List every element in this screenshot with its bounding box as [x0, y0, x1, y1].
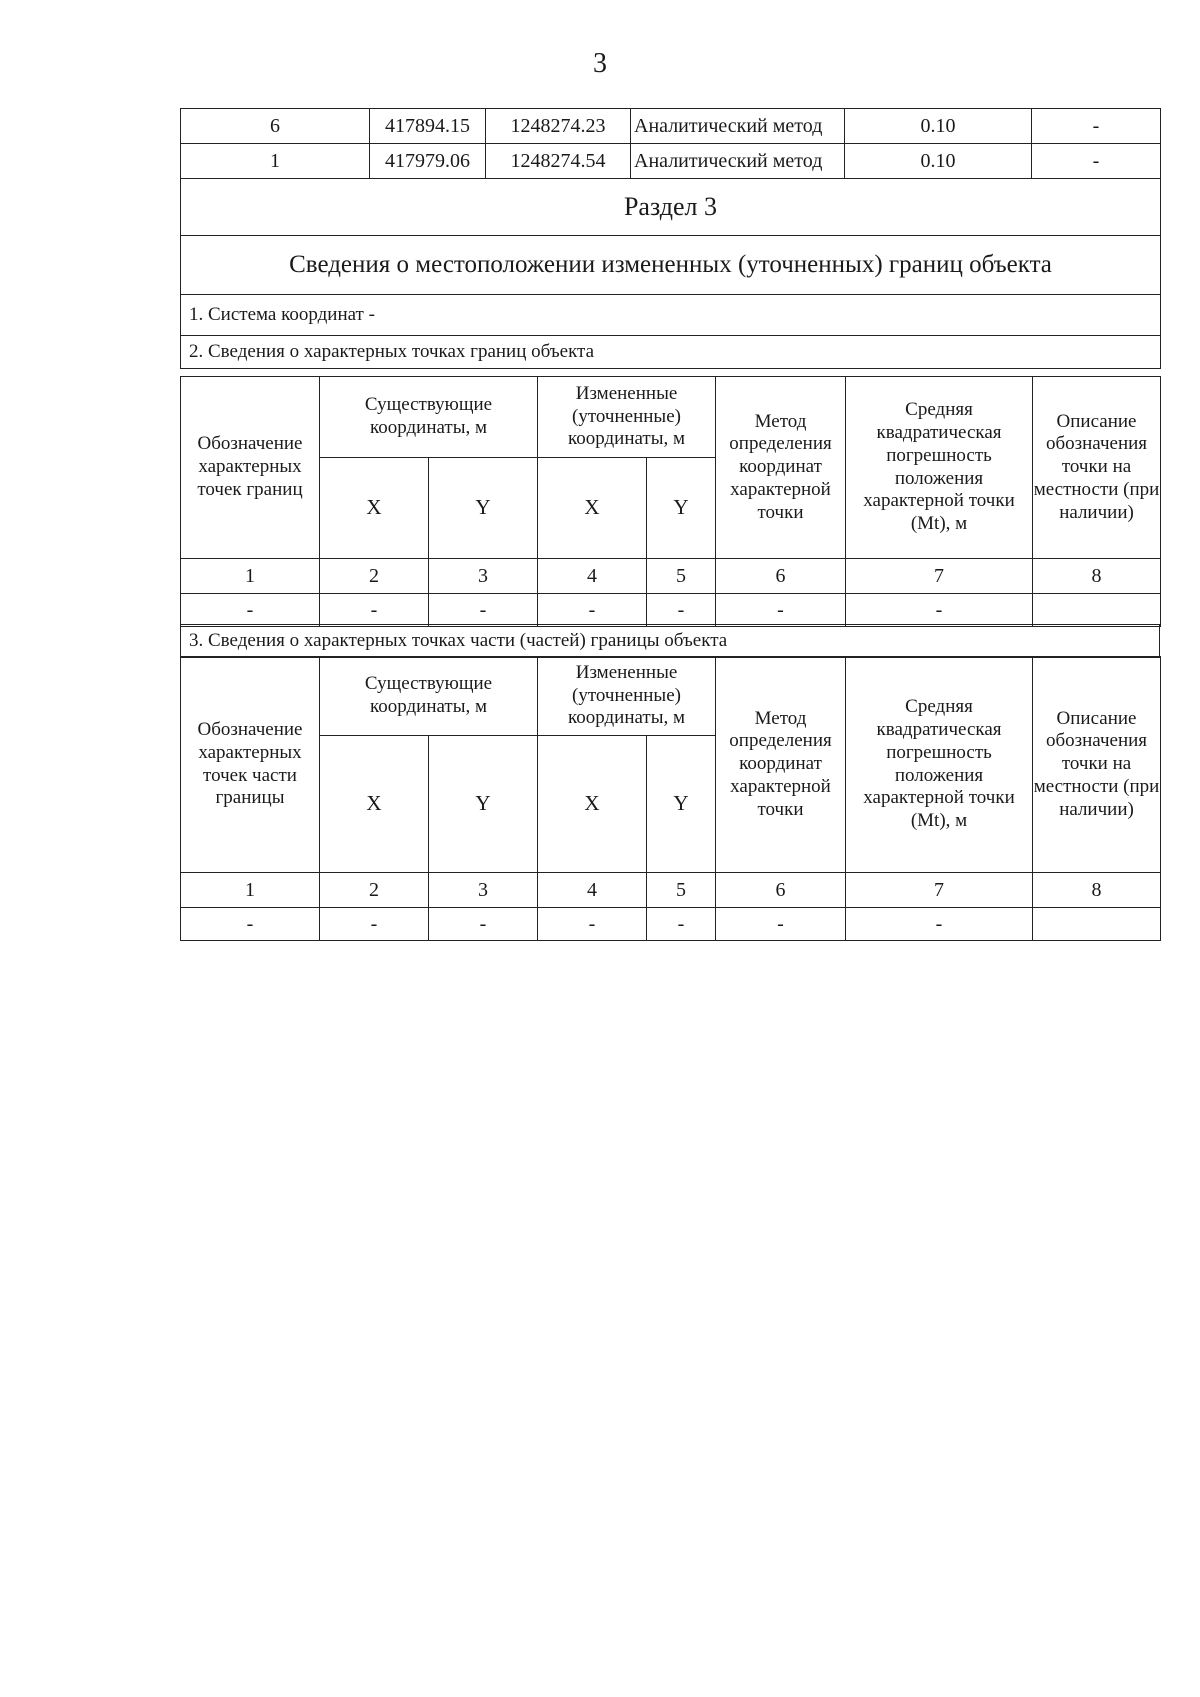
header-y-existing: Y — [429, 736, 538, 873]
table-cell — [1033, 594, 1161, 627]
column-index-row — [181, 873, 1161, 908]
column-index: 5 — [647, 873, 716, 908]
table-cell: - — [846, 594, 1033, 627]
table-cell: - — [716, 908, 846, 941]
error-cell: 0.10 — [845, 109, 1032, 144]
column-index: 8 — [1033, 559, 1161, 594]
column-index: 2 — [320, 873, 429, 908]
coord-y: 1248274.23 — [486, 109, 631, 144]
header-x-existing: X — [320, 458, 429, 559]
column-index: 4 — [538, 873, 647, 908]
section-title: Раздел 3 — [181, 179, 1161, 236]
column-index: 2 — [320, 559, 429, 594]
table-cell: - — [181, 908, 320, 941]
coord-x: 417979.06 — [370, 144, 486, 179]
header-x-existing: X — [320, 736, 429, 873]
coordinates-table-continuation — [180, 108, 1161, 369]
column-index: 7 — [846, 873, 1033, 908]
table-row — [181, 594, 1161, 627]
coord-y: 1248274.54 — [486, 144, 631, 179]
description-cell: - — [1032, 144, 1161, 179]
description-cell: - — [1032, 109, 1161, 144]
table-cell: - — [538, 908, 647, 941]
column-index: 5 — [647, 559, 716, 594]
section3-caption-table — [180, 624, 1160, 658]
header-method: Метод определения координат характерной точки — [716, 377, 846, 559]
coordinate-system-line: 1. Система координат - — [181, 295, 1161, 336]
header-x-changed: X — [538, 736, 647, 873]
header-y-changed: Y — [647, 458, 716, 559]
method-cell: Аналитический метод — [631, 144, 845, 179]
column-index: 3 — [429, 873, 538, 908]
header-changed-coordinates: Измененные (уточненные) координаты, м — [538, 377, 716, 458]
column-index: 7 — [846, 559, 1033, 594]
section-subtitle: Сведения о местоположении измененных (уточненных) границ объекта — [181, 236, 1161, 295]
section3-caption: 3. Сведения о характерных точках части (частей) границы объекта — [181, 625, 1160, 658]
header-changed-coordinates: Измененные (уточненные) координаты, м — [538, 657, 716, 736]
header-y-existing: Y — [429, 458, 538, 559]
header-existing-coordinates: Существующие координаты, м — [320, 657, 538, 736]
header-error: Средняя квадратическая погрешность положения характерной точки (Mt), м — [846, 657, 1033, 873]
method-cell: Аналитический метод — [631, 109, 845, 144]
header-error: Средняя квадратическая погрешность положения характерной точки (Mt), м — [846, 377, 1033, 559]
header-description: Описание обозначения точки на местности (при наличии) — [1033, 377, 1161, 559]
column-index: 1 — [181, 559, 320, 594]
header-designation: Обозначение характерных точек границ — [181, 377, 320, 559]
column-index-row — [181, 559, 1161, 594]
table-cell: - — [647, 908, 716, 941]
table-cell: - — [181, 594, 320, 627]
table-cell: - — [538, 594, 647, 627]
header-description: Описание обозначения точки на местности (при наличии) — [1033, 657, 1161, 873]
coord-x: 417894.15 — [370, 109, 486, 144]
table-cell: - — [320, 594, 429, 627]
column-index: 6 — [716, 873, 846, 908]
table-cell: - — [429, 594, 538, 627]
header-designation: Обозначение характерных точек части границы — [181, 657, 320, 873]
boundary-points-table — [180, 376, 1161, 627]
part-boundary-points-table — [180, 656, 1161, 941]
table-cell: - — [429, 908, 538, 941]
page-number: 3 — [593, 48, 607, 79]
column-index: 3 — [429, 559, 538, 594]
header-y-changed: Y — [647, 736, 716, 873]
header-existing-coordinates: Существующие координаты, м — [320, 377, 538, 458]
table-cell: - — [716, 594, 846, 627]
table-row — [181, 109, 1161, 144]
column-index: 8 — [1033, 873, 1161, 908]
table-cell — [1033, 908, 1161, 941]
table-cell: - — [647, 594, 716, 627]
column-index: 1 — [181, 873, 320, 908]
header-x-changed: X — [538, 458, 647, 559]
header-method: Метод определения координат характерной точки — [716, 657, 846, 873]
table-row — [181, 908, 1161, 941]
error-cell: 0.10 — [845, 144, 1032, 179]
column-index: 4 — [538, 559, 647, 594]
column-index: 6 — [716, 559, 846, 594]
table-row — [181, 144, 1161, 179]
point-number: 6 — [181, 109, 370, 144]
table-cell: - — [846, 908, 1033, 941]
table-cell: - — [320, 908, 429, 941]
section2-caption: 2. Сведения о характерных точках границ объекта — [181, 336, 1161, 369]
point-number: 1 — [181, 144, 370, 179]
